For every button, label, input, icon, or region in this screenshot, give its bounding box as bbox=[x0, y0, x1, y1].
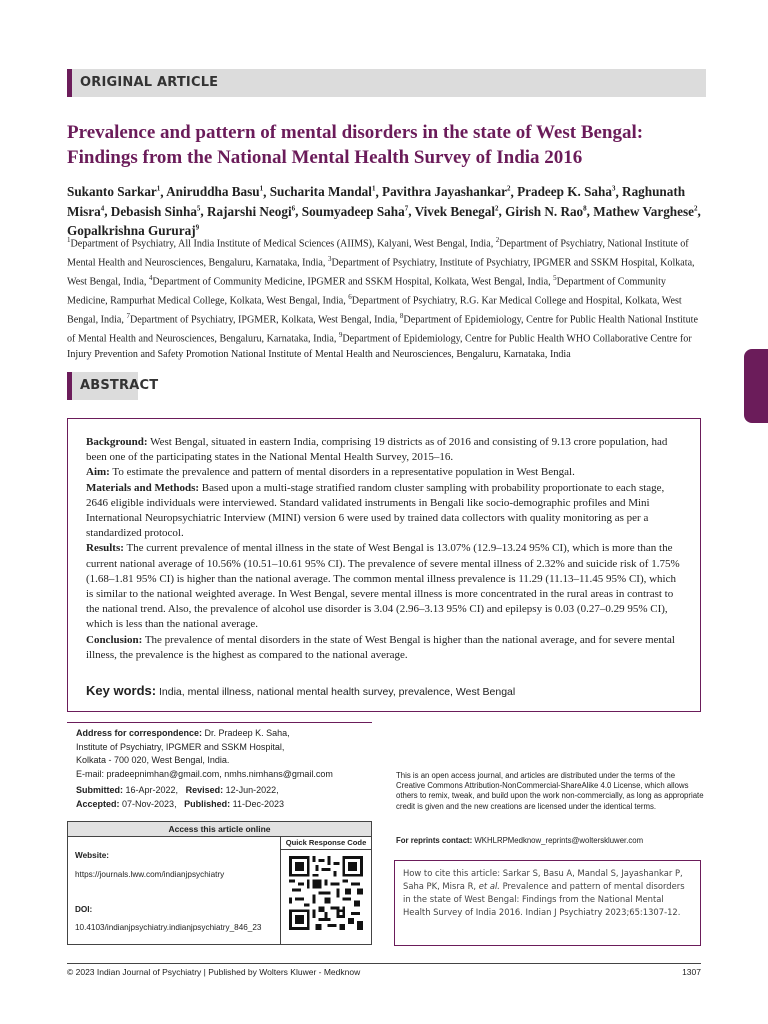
affiliation-number: 4 bbox=[148, 273, 153, 282]
author-affiliation-mark: 6 bbox=[291, 204, 296, 213]
footer-publisher: © 2023 Indian Journal of Psychiatry | Published by Wolters Kluwer - Medknow bbox=[67, 967, 361, 977]
author-name: Gopalkrishna Gururaj$^9$ bbox=[67, 223, 200, 239]
reprints-contact bbox=[396, 836, 706, 845]
website-label: Website: bbox=[75, 851, 109, 860]
doi-link[interactable]: 10.4103/indianjpsychiatry.indianjpsychiatry_846_23 bbox=[75, 923, 262, 932]
author-affiliation-mark: 5 bbox=[196, 204, 201, 213]
page-number: 1307 bbox=[682, 967, 701, 977]
methods-text: Based upon a multi-stage stratified random cluster sampling with probability proportionate to each stage, 2646 eligible individuals were interviewed. Standard validated instruments in Bengali like socio-demographic profiles and Mini International Neuropsychiatric Interview (MINI) version 6 were used by trained data collectors with quality monitoring as per a standardized protocol. bbox=[86, 481, 665, 540]
author-name: Raghunath Misra$^4$ bbox=[67, 184, 686, 219]
correspondence-line2: Kolkata - 700 020, West Bengal, India. bbox=[76, 755, 230, 765]
author-affiliation-mark: 7 bbox=[404, 204, 409, 213]
keywords-label: Key words: bbox=[86, 683, 157, 698]
license-text: This is an open access journal, and articles are distributed under the terms of the Creative Commons Attribution-NonCommercial-ShareAlike 4.0 License, which allows others to remix, tweak, and build upon the work non-commercially, as long as appropriate credit is given and the new creations are licensed under the identical terms. bbox=[396, 771, 704, 811]
affiliation-text: Department of Epidemiology, Centre for Public Health WHO Collaborative Centre for Injury Prevention and Safety Promotion National Institute of Mental Health and Neurosciences, Bengaluru, Karnataka, India bbox=[67, 333, 692, 360]
author-affiliation-mark: 1 bbox=[259, 185, 264, 193]
correspondence-line1: Institute of Psychiatry, IPGMER and SSKM Hospital, bbox=[76, 741, 285, 752]
author-affiliation-mark: 2 bbox=[495, 204, 499, 213]
author-name: Pradeep K. Saha$^3$ bbox=[517, 184, 616, 200]
author-name: Mathew Varghese$^2$ bbox=[593, 203, 698, 219]
correspondence-label: Address for correspondence: bbox=[76, 728, 203, 738]
author-affiliation-mark: 2 bbox=[506, 185, 511, 193]
abstract-text bbox=[86, 435, 684, 663]
reprints-label: For reprints contact: bbox=[396, 836, 473, 845]
results-text: The current prevalence of mental illness in the state of West Bengal is 13.07% (12.9–13.24 95% CI), which is more than the current national average of 10.56% (10.51–10.61 95% CI). The prevalence of severe mental illness of 2.32% and suicide risk of 1.75% (1.68–1.81 95% CI) is higher than the national average. The common mental illness prevalence is 11.29 (11.13–11.45 95% CI), which is similar to the national weighted average. In West Bengal, severe mental illness is more concentrated in the rural areas in contrast to the national trend. Also, the prevalence of alcohol use disorder is 3.04 (2.96–3.13 95% CI) and epilepsy is 0.03 (0.27–0.29 95% CI), which is less than the national average. bbox=[86, 542, 680, 631]
abstract-box bbox=[67, 418, 701, 712]
correspondence-email[interactable]: E-mail: pradeepnimhan@gmail.com, nmhs.nimhans@gmail.com bbox=[76, 768, 333, 779]
affiliation-text: Department of Epidemiology, Centre for Public Health National Institute of Mental Health and Neurosciences, Bengaluru, Karnataka, India, bbox=[67, 314, 698, 345]
author-affiliation-mark: 2 bbox=[693, 204, 698, 213]
author-name: Sukanto Sarkar$^1$ bbox=[67, 184, 161, 200]
access-info bbox=[68, 837, 281, 944]
citation-rest: Prevalence and pattern of mental disorders in the state of West Bengal: Findings from the National Mental Health Survey of India 2016. Indian J Psychiatry 2023;65:1307-12. bbox=[403, 881, 685, 917]
accepted-date: 07-Nov-2023, bbox=[122, 798, 177, 809]
submitted-date: 16-Apr-2022, bbox=[125, 785, 179, 795]
affiliation-number: 1 bbox=[67, 236, 71, 244]
correspondence-block bbox=[76, 727, 376, 781]
citation-etal: et al. bbox=[478, 881, 500, 891]
affiliation-number: 5 bbox=[553, 273, 557, 282]
author-name: Vivek Benegal$^2$ bbox=[414, 203, 499, 219]
revised-date: 12-Jun-2022, bbox=[225, 785, 279, 795]
citation-label: How to cite this article: bbox=[403, 868, 501, 878]
author-name: Pavithra Jayashankar$^2$ bbox=[382, 184, 511, 200]
author-list: Sukanto Sarkar$^1$, Aniruddha Basu$^1$, Sucharita Mandal$^1$, Pavithra Jayashankar$^2$, Pradeep K. Saha$^3$, Raghunath Misra$^4$, Debasish Sinha$^5$, Rajarshi Neogi$^6$, Soumyadeep Saha$^7$, Vivek Benegal$^2$, Girish N. Rao$^8$, Mathew Varghese$^2$, Gopalkrishna Gururaj$^9$ bbox=[67, 184, 701, 239]
footer-rule bbox=[67, 963, 701, 964]
citation-authors: Sarkar S, Basu A, Mandal S, Jayashankar P, Saha PK, Misra R, bbox=[403, 868, 683, 891]
citation-text bbox=[403, 867, 693, 919]
affiliation-number: 9 bbox=[338, 330, 343, 339]
affiliation-text: Department of Psychiatry, Institute of Psychiatry, IPGMER and SSKM Hospital, Kolkata, West Bengal, India, bbox=[67, 257, 695, 288]
affiliation-number: 8 bbox=[399, 311, 404, 320]
affiliations bbox=[67, 233, 707, 362]
published-label: Published: bbox=[184, 798, 231, 809]
author-affiliation-mark: 4 bbox=[100, 204, 105, 213]
conclusion-label: Conclusion: bbox=[86, 633, 143, 646]
reprints-email[interactable]: WKHLRPMedknow_reprints@wolterskluwer.com bbox=[474, 836, 644, 845]
aim-label: Aim: bbox=[86, 466, 110, 479]
results-label: Results: bbox=[86, 542, 124, 555]
access-header: Access this article online bbox=[68, 822, 371, 837]
affiliation-number: 6 bbox=[348, 292, 352, 301]
affiliation-number: 7 bbox=[126, 311, 130, 320]
affiliation-text: Department of Community Medicine, IPGMER and SSKM Hospital, Kolkata, West Bengal, India, bbox=[152, 276, 554, 288]
affiliation-text: Department of Psychiatry, All India Institute of Medical Sciences (AIIMS), Kalyani, West Bengal, India, bbox=[70, 238, 496, 250]
side-tab-marker bbox=[744, 349, 768, 423]
correspondence-name: Dr. Pradeep K. Saha, bbox=[204, 728, 290, 738]
author-name: Girish N. Rao$^8$ bbox=[505, 203, 587, 219]
published-date: 11-Dec-2023 bbox=[232, 798, 284, 809]
article-dates bbox=[76, 784, 376, 811]
affiliation-text: Department of Psychiatry, R.G. Kar Medical College and Hospital, Kolkata, West Bengal, India, bbox=[67, 295, 682, 326]
author-affiliation-mark: 8 bbox=[583, 204, 587, 213]
article-title: Prevalence and pattern of mental disorders in the state of West Bengal: Findings from the National Mental Health Survey of India 2016 bbox=[67, 122, 644, 168]
author-name: Rajarshi Neogi$^6$ bbox=[207, 203, 296, 219]
accepted-label: Accepted: bbox=[76, 798, 120, 809]
keywords bbox=[86, 683, 686, 698]
website-link[interactable]: https://journals.lww.com/indianjpsychiatry bbox=[75, 870, 225, 879]
qr-code-icon[interactable] bbox=[289, 856, 363, 930]
access-online-box bbox=[67, 821, 372, 945]
submitted-label: Submitted: bbox=[76, 785, 123, 795]
author-affiliation-mark: 3 bbox=[611, 185, 616, 193]
doi-label: DOI: bbox=[75, 905, 93, 914]
keywords-text: India, mental illness, national mental health survey, prevalence, West Bengal bbox=[159, 686, 516, 698]
abstract-heading-bar bbox=[67, 372, 159, 400]
qr-panel bbox=[281, 837, 371, 944]
aim-text: To estimate the prevalence and pattern of mental disorders in a representative population in West Bengal. bbox=[112, 466, 575, 479]
background-text: West Bengal, situated in eastern India, comprising 19 districts as of 2016 and consisting of 9.13 crore population, had been one of the participating states in the National Mental Health Survey, 2015–16. bbox=[86, 436, 668, 464]
affiliation-text: Department of Psychiatry, IPGMER, Kolkata, West Bengal, India, bbox=[129, 314, 400, 326]
citation-box bbox=[394, 860, 701, 946]
affiliation-number: 2 bbox=[495, 236, 500, 244]
author-name: Sucharita Mandal$^1$ bbox=[269, 184, 376, 200]
author-name: Debasish Sinha$^5$ bbox=[110, 203, 201, 219]
abstract-heading: ABSTRACT bbox=[80, 378, 159, 393]
author-affiliation-mark: 9 bbox=[195, 223, 200, 232]
affiliation-number: 3 bbox=[327, 254, 332, 263]
author-name: Aniruddha Basu$^1$ bbox=[166, 184, 264, 200]
correspondence-rule bbox=[67, 722, 372, 723]
article-type-label: ORIGINAL ARTICLE bbox=[80, 75, 219, 90]
author-affiliation-mark: 1 bbox=[156, 185, 161, 193]
conclusion-text: The prevalence of mental disorders in the state of West Bengal is higher than the national average, and for severe mental illness, the prevalence is the highest as compared to the national average. bbox=[86, 633, 675, 661]
author-affiliation-mark: 1 bbox=[371, 185, 376, 193]
revised-label: Revised: bbox=[185, 785, 224, 795]
affiliation-text: Department of Psychiatry, National Institute of Mental Health and Neurosciences, Bengaluru, Karnataka, India, bbox=[67, 238, 689, 269]
affiliation-text: Department of Community Medicine, Rampurhat Medical College, Kolkata, West Bengal, India, bbox=[67, 276, 666, 307]
background-label: Background: bbox=[86, 436, 148, 448]
methods-label: Materials and Methods: bbox=[86, 481, 200, 494]
author-name: Soumyadeep Saha$^7$ bbox=[301, 203, 409, 219]
article-type-bar bbox=[67, 69, 706, 97]
qr-label: Quick Response Code bbox=[281, 837, 371, 850]
